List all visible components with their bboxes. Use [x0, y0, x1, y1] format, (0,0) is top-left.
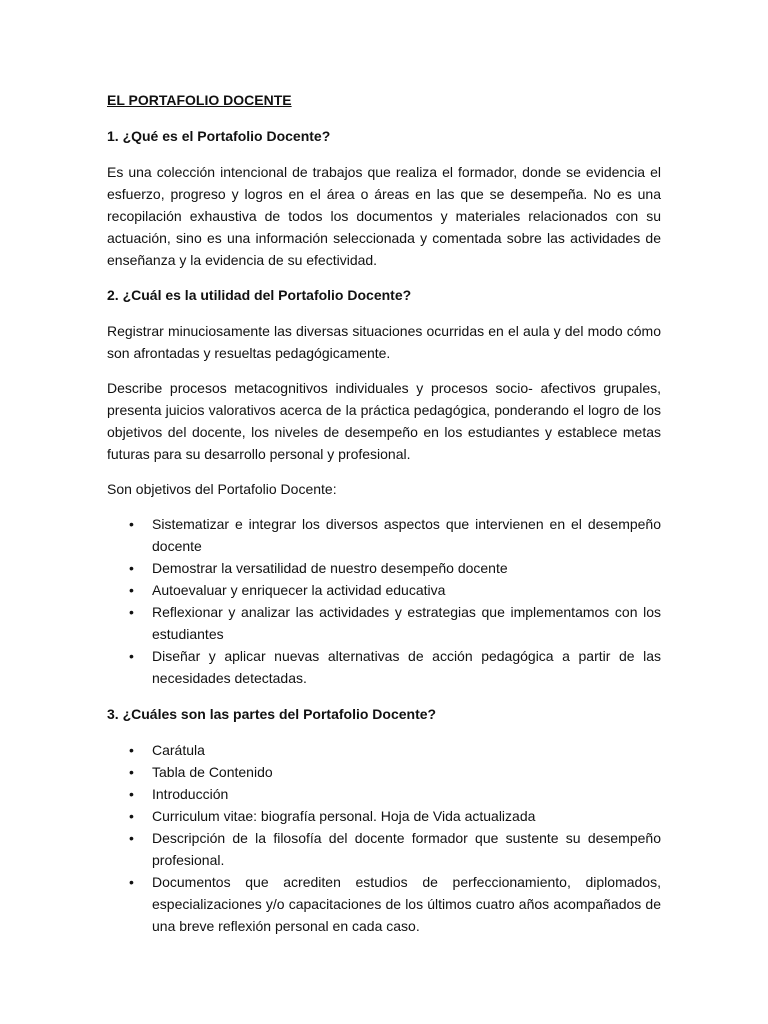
bullet-icon: •: [129, 786, 134, 802]
list-item: [107, 601, 661, 645]
list-item: [107, 827, 661, 871]
list-item: [107, 761, 661, 783]
bullet-icon: •: [129, 830, 134, 846]
bullet-icon: •: [129, 874, 134, 890]
list-item: [107, 579, 661, 601]
list-item-text: Introducción: [152, 786, 229, 802]
list-item-text: Autoevaluar y enriquecer la actividad educativa: [152, 582, 446, 598]
list-item-text: Demostrar la versatilidad de nuestro desempeño docente: [152, 560, 508, 576]
list-item: [107, 557, 661, 579]
bullet-icon: •: [129, 764, 134, 780]
section-2-heading: 2. ¿Cuál es la utilidad del Portafolio Docente?: [107, 287, 412, 303]
bullet-icon: •: [129, 604, 134, 620]
list-item: [107, 645, 661, 689]
list-item: [107, 871, 661, 937]
objectives-list: [107, 513, 661, 689]
list-item: [107, 513, 661, 557]
bullet-icon: •: [129, 648, 134, 664]
list-item-text: Descripción de la filosofía del docente formador que sustente su desempeño profesional.: [152, 830, 661, 868]
parts-list: [107, 739, 661, 937]
bullet-icon: •: [129, 742, 134, 758]
document-title: EL PORTAFOLIO DOCENTE: [107, 92, 292, 108]
list-item: [107, 805, 661, 827]
list-item-text: Curriculum vitae: biografía personal. Hoja de Vida actualizada: [152, 808, 536, 824]
list-item-text: Documentos que acrediten estudios de perfeccionamiento, diplomados, especializaciones y/o capacitaciones de los últimos cuatro años acompañados de una breve reflexión personal en cada caso.: [152, 874, 661, 934]
objectives-intro: Son objetivos del Portafolio Docente:: [107, 481, 337, 497]
section-2-paragraph-2: Describe procesos metacognitivos individuales y procesos socio- afectivos grupales, presenta juicios valorativos acerca de la práctica pedagógica, ponderando el logro de los objetivos del docente, los niveles de desempeño en los estudiantes y establece metas futuras para su desarrollo personal y profesional.: [107, 380, 661, 462]
bullet-icon: •: [129, 808, 134, 824]
bullet-icon: •: [129, 516, 134, 532]
list-item: [107, 739, 661, 761]
list-item-text: Carátula: [152, 742, 205, 758]
section-3-heading: 3. ¿Cuáles son las partes del Portafolio Docente?: [107, 706, 437, 722]
list-item-text: Reflexionar y analizar las actividades y estrategias que implementamos con los estudiantes: [152, 604, 661, 642]
bullet-icon: •: [129, 582, 134, 598]
list-item-text: Tabla de Contenido: [152, 764, 273, 780]
bullet-icon: •: [129, 560, 134, 576]
list-item-text: Diseñar y aplicar nuevas alternativas de acción pedagógica a partir de las necesidades detectadas.: [152, 648, 661, 686]
document-page: [107, 89, 661, 951]
section-2-paragraph-1: Registrar minuciosamente las diversas situaciones ocurridas en el aula y del modo cómo son afrontadas y resueltas pedagógicamente.: [107, 323, 661, 361]
list-item-text: Sistematizar e integrar los diversos aspectos que intervienen en el desempeño docente: [152, 516, 661, 554]
section-1-paragraph: Es una colección intencional de trabajos que realiza el formador, donde se evidencia el esfuerzo, progreso y logros en el área o áreas en las que se desempeña. No es una recopilación exhaustiva de todos los documentos y materiales relacionados con su actuación, sino es una información seleccionada y comentada sobre las actividades de enseñanza y la evidencia de su efectividad.: [107, 164, 661, 268]
list-item: [107, 783, 661, 805]
section-1-heading: 1. ¿Qué es el Portafolio Docente?: [107, 128, 331, 144]
